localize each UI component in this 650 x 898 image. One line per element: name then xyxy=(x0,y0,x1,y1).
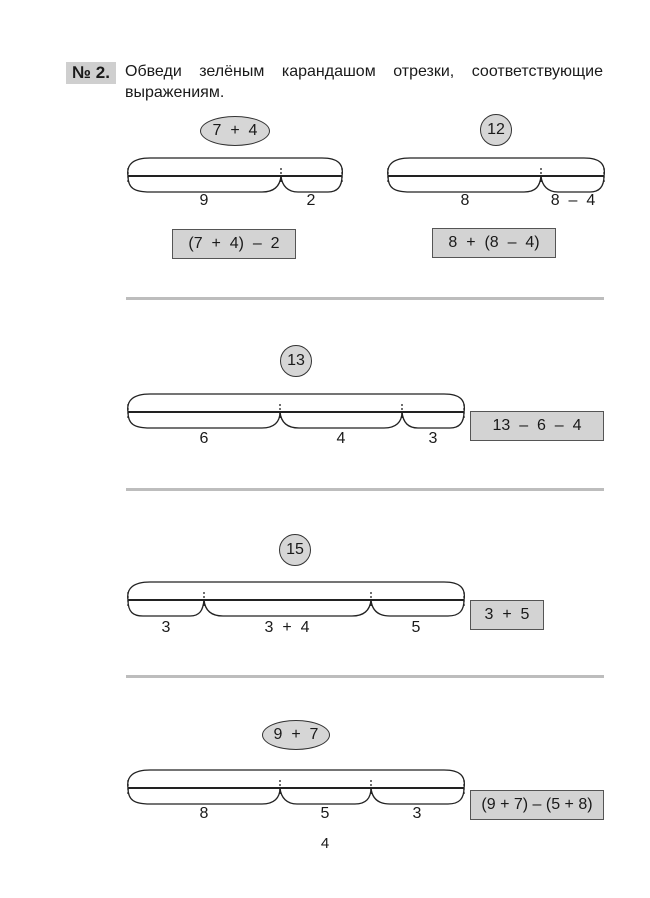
problem-2-expression: 8 + (8 – 4) xyxy=(432,228,556,258)
problem-1-oval: 7 + 4 xyxy=(200,116,270,146)
problem-4-segment-label: 5 xyxy=(411,619,421,636)
task-instruction: Обведи зелёным карандашом отрезки, соответствующие выражениям. xyxy=(125,63,603,101)
problem-2-oval: 12 xyxy=(480,114,512,146)
problem-4-segment-label: 3 + 4 xyxy=(264,619,310,636)
task-number: № 2. xyxy=(66,62,116,84)
problem-1-segment-label: 2 xyxy=(306,192,316,209)
problem-1-segment-label: 9 xyxy=(199,192,209,209)
problem-2-segment-label: 8 xyxy=(460,192,470,209)
problem-5-segment-label: 3 xyxy=(412,805,422,822)
problem-5-oval: 9 + 7 xyxy=(262,720,330,750)
page-number: 4 xyxy=(320,835,330,852)
problem-1-expression: (7 + 4) – 2 xyxy=(172,229,296,259)
problem-4-expression: 3 + 5 xyxy=(470,600,544,630)
problem-3-segment-label: 3 xyxy=(428,430,438,447)
problem-5-expression: (9 + 7) – (5 + 8) xyxy=(470,790,604,820)
problem-3-oval: 13 xyxy=(280,345,312,377)
problem-3-expression: 13 – 6 – 4 xyxy=(470,411,604,441)
problem-5-segment-label: 8 xyxy=(199,805,209,822)
problem-5-segment-label: 5 xyxy=(320,805,330,822)
problem-3-segment-label: 4 xyxy=(336,430,346,447)
problem-4-oval: 15 xyxy=(279,534,311,566)
problem-2-segment-label: 8 – 4 xyxy=(550,192,596,209)
problem-4-segment-label: 3 xyxy=(161,619,171,636)
problem-3-segment-label: 6 xyxy=(199,430,209,447)
